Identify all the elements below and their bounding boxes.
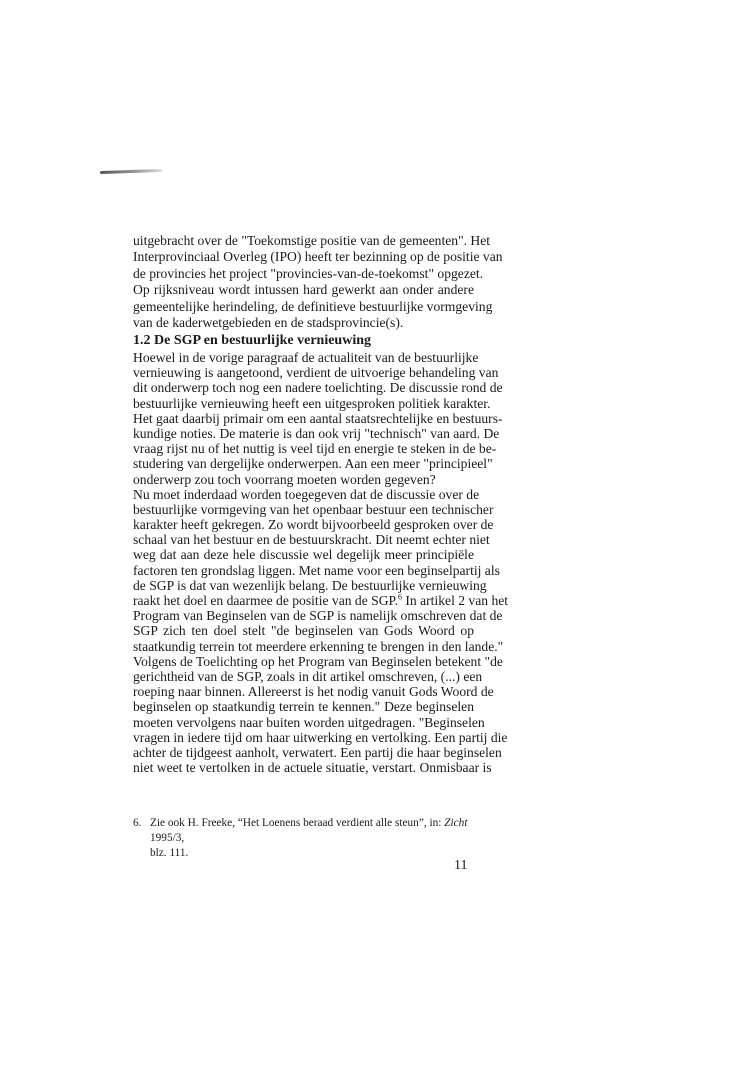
text-line: achter de tijdgeest aanholt, verwatert. Een partij die haar beginselen — [133, 744, 502, 760]
footnote-text-end: 1995/3, — [150, 832, 185, 844]
text-line: roeping naar binnen. Allereerst is het nodig vanuit Gods Woord de — [133, 684, 494, 700]
text-line: Op rijksniveau wordt intussen hard gewerkt aan onder andere — [133, 282, 474, 298]
paragraph-intro — [133, 233, 503, 331]
footnote-line-2: blz. 111. — [150, 847, 189, 859]
text-line: weg dat aan deze hele discussie wel degelijk meer principiële — [133, 547, 474, 563]
text-line: studering van dergelijke onderwerpen. Aan een meer "principieel" — [133, 456, 493, 472]
text-line: Hoewel in de vorige paragraaf de actualiteit van de bestuurlijke — [133, 350, 479, 365]
text-line-with-footnote-ref — [133, 592, 509, 608]
text-line: onderwerp zou toch voorrang moeten worden gegeven? — [133, 471, 436, 487]
text-line: niet weet te vertolken in de actuele situatie, verstart. Onmisbaar is — [133, 760, 492, 776]
text-line: bestuurlijke vormgeving van het openbaar bestuur een technischer — [133, 501, 494, 517]
footnote-number: 6. — [133, 817, 142, 829]
text-line: Interprovinciaal Overleg (IPO) heeft ter bezinning op de positie van — [133, 249, 503, 265]
text-line: moeten vervolgens naar buiten worden uitgedragen. "Beginselen — [133, 714, 485, 730]
text-line: gerichtheid van de SGP, zoals in dit artikel omschreven, (...) een — [133, 668, 483, 684]
text-line: kundige noties. De materie is dan ook vrij "technisch" van aard. De — [133, 425, 500, 441]
text-line: beginselen op staatkundig terrein te kennen." Deze beginselen — [133, 699, 474, 715]
scan-mark — [100, 169, 162, 174]
text-line: de provincies het project "provincies-van-de-toekomst" opgezet. — [133, 265, 484, 281]
text-line: de SGP is dat van wezenlijk belang. De bestuurlijke vernieuwing — [133, 577, 487, 593]
text-line: vraag rijst nu of het nuttig is veel tijd en energie te steken in de be- — [133, 441, 497, 457]
section-heading: 1.2 De SGP en bestuurlijke vernieuwing — [133, 333, 372, 348]
text-line: vragen in iedere tijd om haar uitwerking en vertolking. Een partij die — [133, 729, 508, 745]
text-line: dit onderwerp toch nog een nadere toelichting. De discussie rond de — [133, 380, 503, 396]
text-line: gemeentelijke herindeling, de definitieve bestuurlijke vormgeving — [133, 298, 493, 314]
text: raakt het doel en daarmee de positie van de SGP. — [133, 593, 398, 608]
text-line: SGP zich ten doel stelt "de beginselen van Gods Woord op — [133, 623, 474, 639]
text-line: bestuurlijke vernieuwing heeft een uitgesproken politiek karakter. — [133, 395, 491, 411]
footnote-ref[interactable]: 6 — [398, 592, 402, 602]
text-line: staatkundig terrein tot meerdere erkenning te brengen in den lande." — [133, 638, 504, 654]
paragraph-body — [133, 350, 509, 776]
footnote — [133, 816, 478, 861]
page-number: 11 — [454, 858, 468, 873]
text-line: vernieuwing is aangetoond, verdient de uitvoerige behandeling van — [133, 365, 499, 381]
text-line: van de kaderwetgebieden en de stadsprovincie(s). — [133, 314, 404, 330]
text-line: Het gaat daarbij primair om een aantal staatsrechtelijke en bestuurs- — [133, 410, 503, 426]
text-line: Nu moet inderdaad worden toegegeven dat de discussie over de — [133, 486, 480, 502]
footnote-text: Zie ook H. Freeke, “Het Loenens beraad verdient alle steun”, in: — [150, 817, 445, 829]
text: In artikel 2 van het — [402, 593, 509, 608]
text-line: Volgens de Toelichting op het Program van Beginselen betekent "de — [133, 653, 503, 669]
footnote-line-1 — [133, 816, 478, 846]
footnote-journal: Zicht — [444, 817, 468, 829]
text-line: schaal van het bestuur en de bestuurskracht. Dit neemt echter niet — [133, 532, 490, 548]
text-line: uitgebracht over de "Toekomstige positie van de gemeenten". Het — [133, 233, 491, 248]
text-line: factoren ten grondslag liggen. Met name voor een beginselpartij als — [133, 562, 500, 578]
text-line: Program van Beginselen van de SGP is namelijk omschreven dat de — [133, 608, 503, 624]
text-line: karakter heeft gekregen. Zo wordt bijvoorbeeld gesproken over de — [133, 517, 494, 533]
